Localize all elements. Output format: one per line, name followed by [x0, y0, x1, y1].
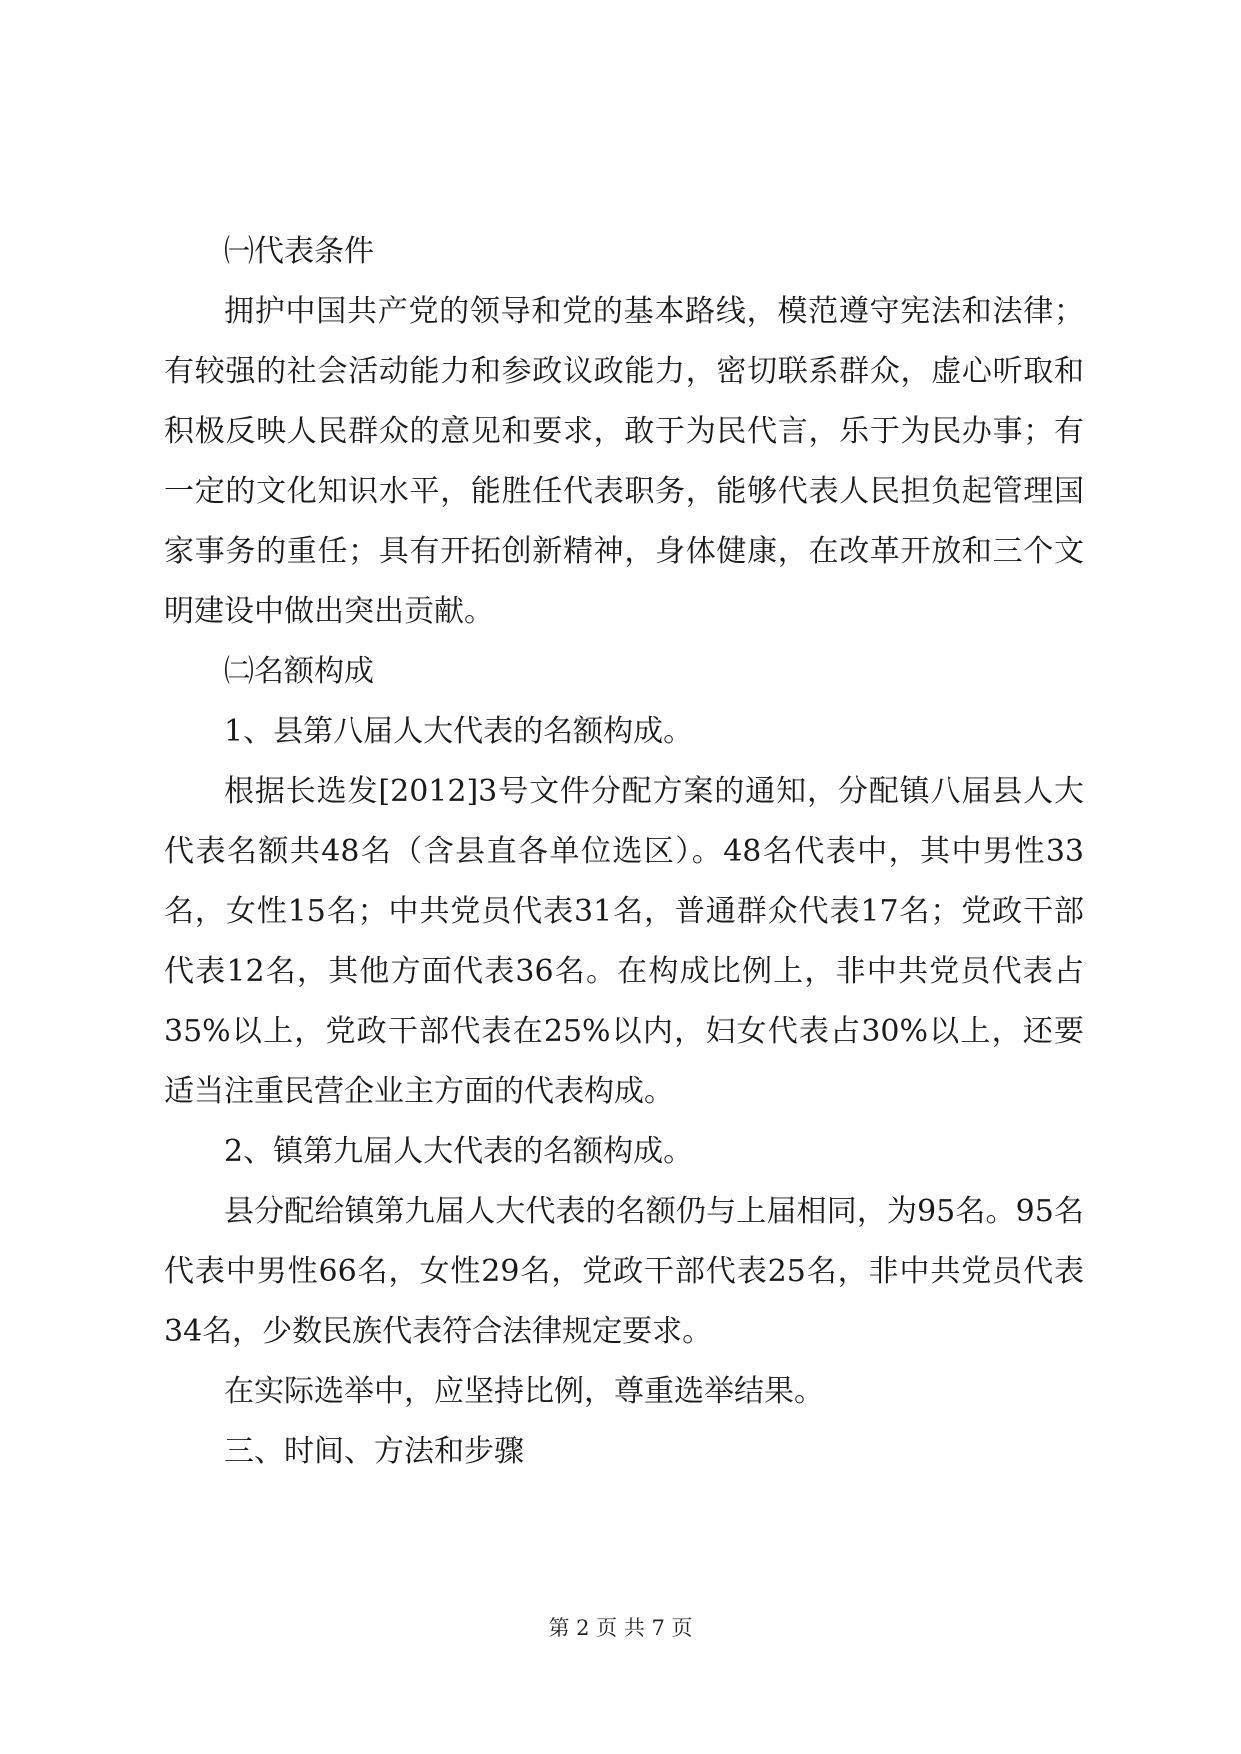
heading-time-method-steps: 三、时间、方法和步骤 — [224, 1434, 524, 1469]
paragraph-county-quota: 根据长选发[2012]3号文件分配方案的通知，分配镇八届县人大代表名额共48名（含县直各单位选区）。48名代表中，其中男性33名，女性15名；中共党员代表31名，普通群众代表17名；党政干部代表12名，其他方面代表36名。在构成比例上，非中共党员代表占35%以上，党政干部代表在25%以内，妇女代表占30%以上，还要适当注重民营企业主方面的代表构成。 — [164, 774, 1084, 1109]
heading-candidate-conditions: ㈠代表条件 — [224, 234, 374, 269]
paragraph-election-principle: 在实际选举中，应坚持比例，尊重选举结果。 — [224, 1374, 824, 1409]
paragraph-town-quota: 县分配给镇第九届人大代表的名额仍与上届相同，为95名。95名代表中男性66名，女性29名，党政干部代表25名，非中共党员代表34名，少数民族代表符合法律规定要求。 — [164, 1194, 1084, 1349]
paragraph-candidate-conditions: 拥护中国共产党的领导和党的基本路线，模范遵守宪法和法律；有较强的社会活动能力和参政议政能力，密切联系群众，虚心听取和积极反映人民群众的意见和要求，敢于为民代言，乐于为民办事；有一定的文化知识水平，能胜任代表职务，能够代表人民担负起管理国家事务的重任；具有开拓创新精神，身体健康，在改革开放和三个文明建设中做出突出贡献。 — [164, 294, 1084, 629]
subheading-town-quota: 2、镇第九届人大代表的名额构成。 — [224, 1134, 694, 1169]
subheading-county-quota: 1、县第八届人大代表的名额构成。 — [224, 714, 694, 749]
document-body — [164, 222, 1084, 1482]
page-footer: 第 2 页 共 7 页 — [548, 1616, 693, 1640]
heading-quota-composition: ㈡名额构成 — [224, 654, 374, 689]
